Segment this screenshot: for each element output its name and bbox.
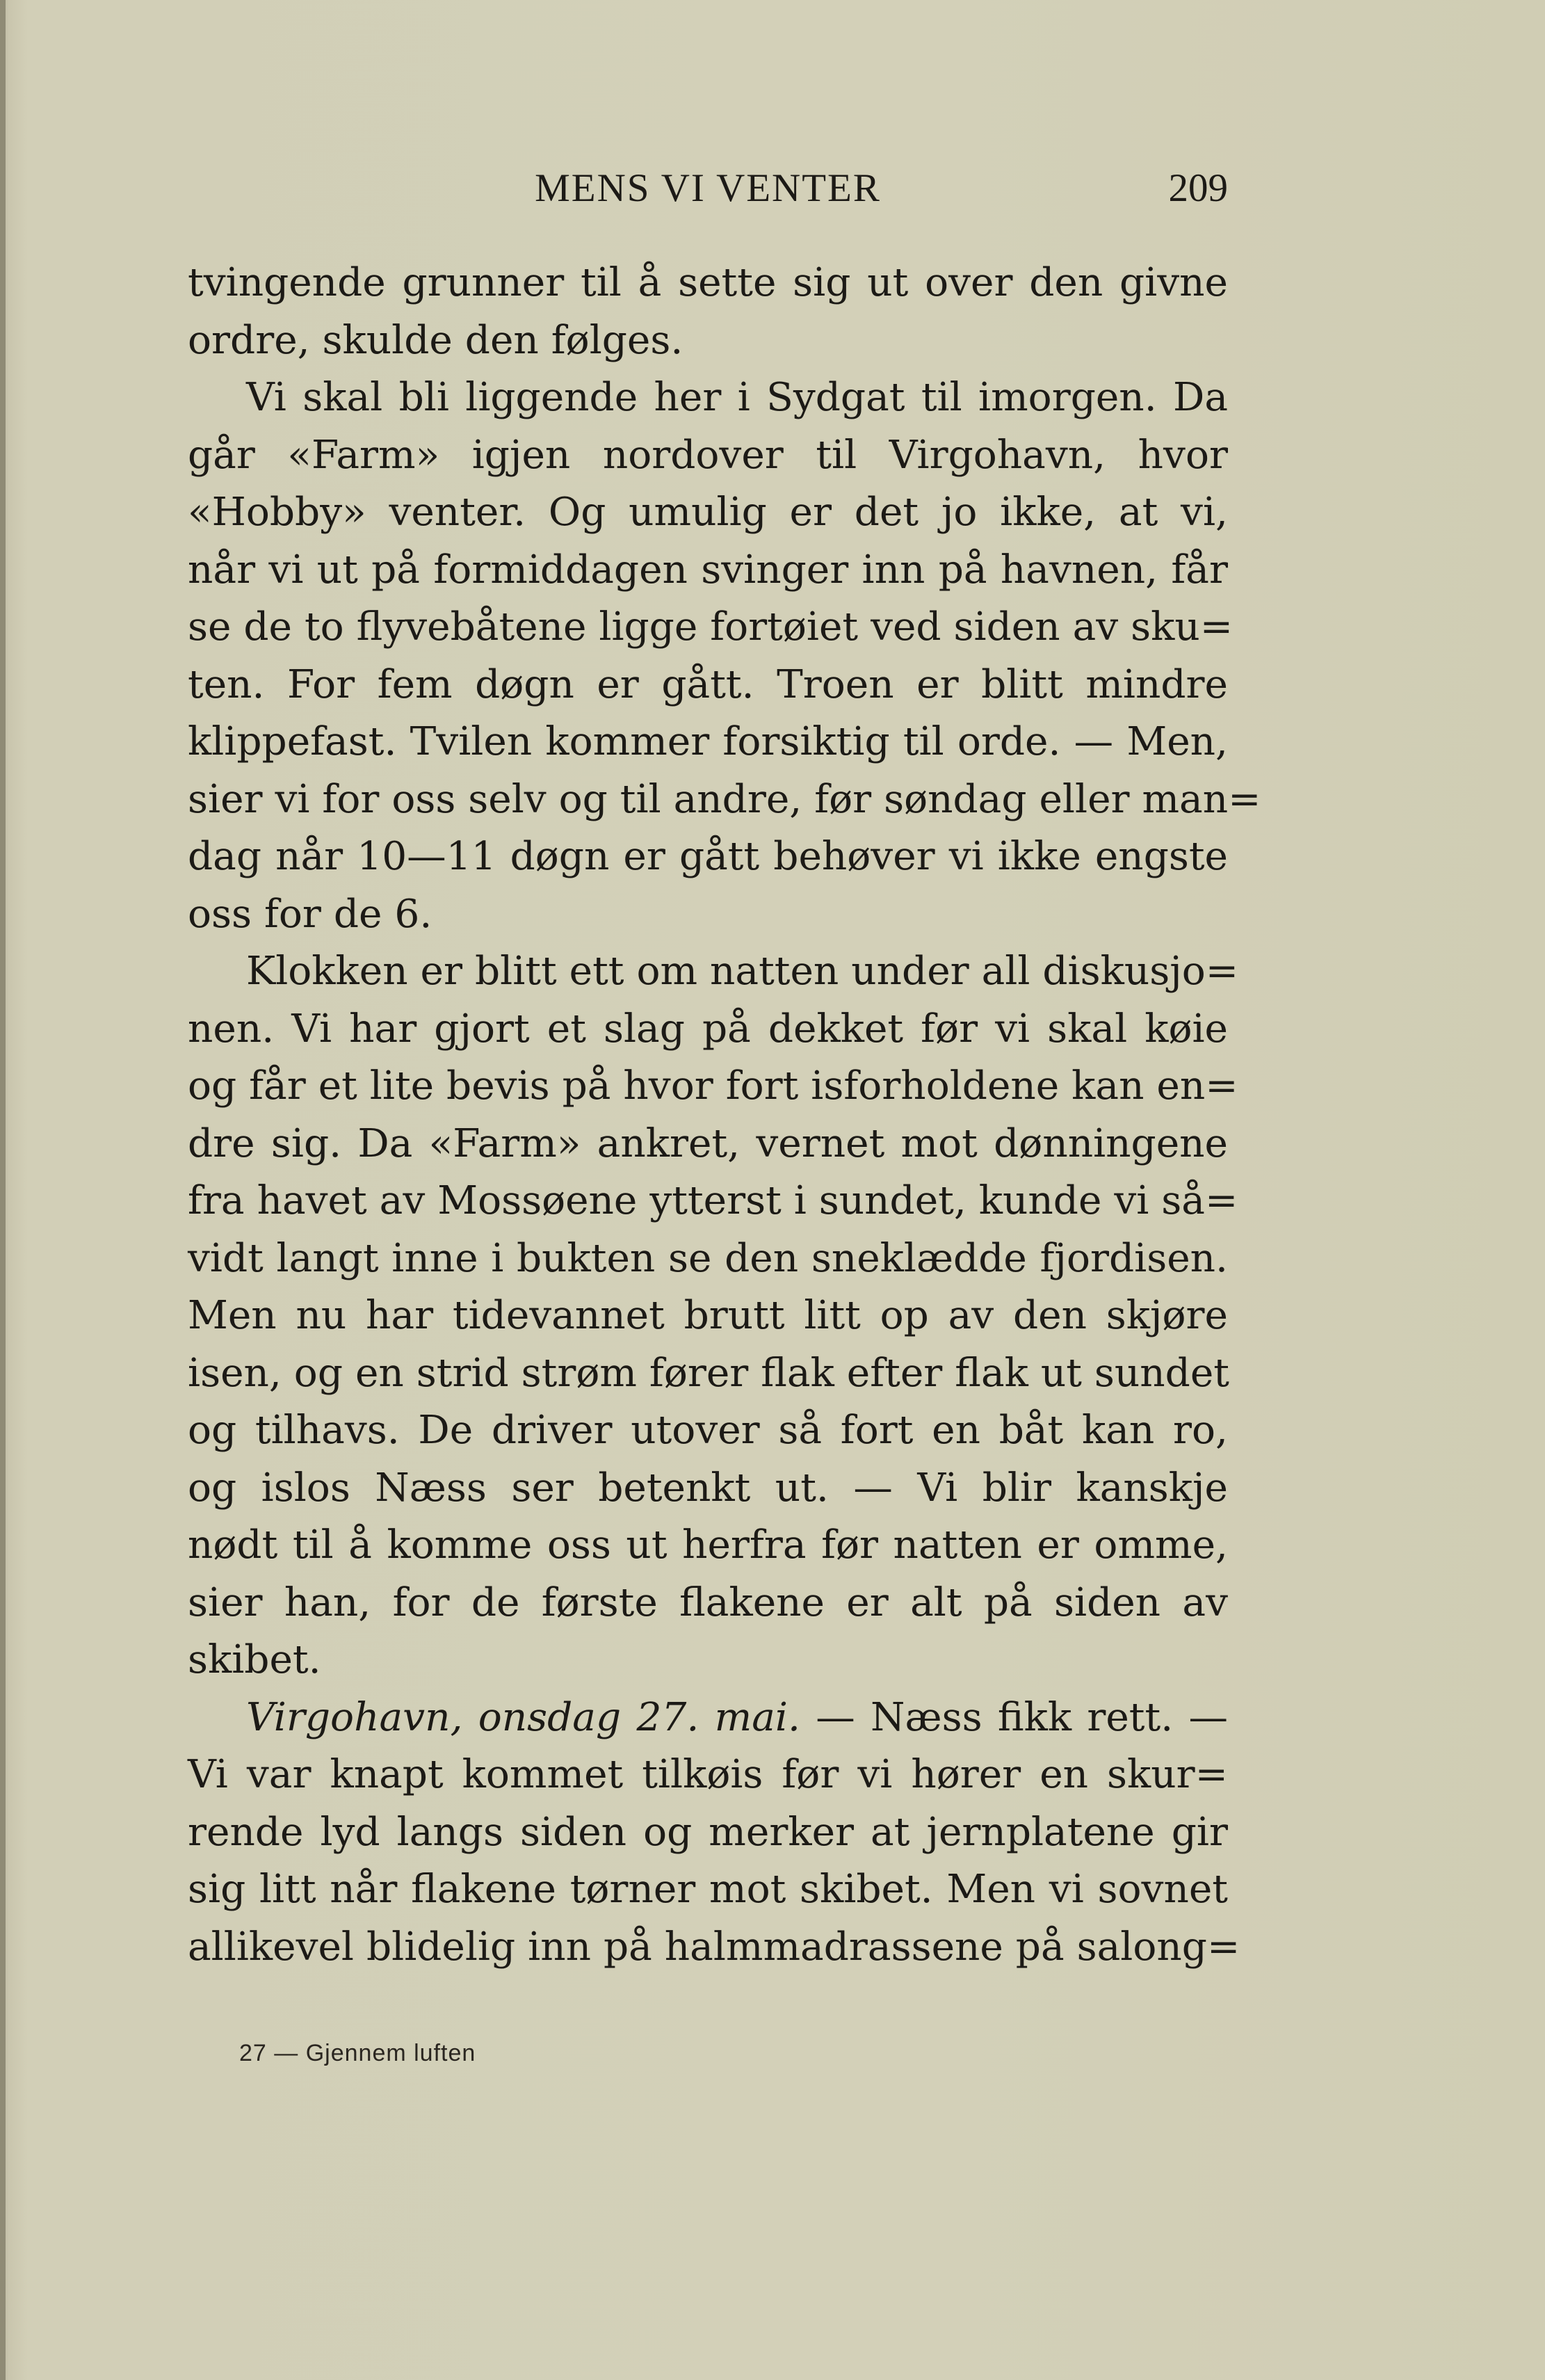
printer-signature: 27 — Gjennem luften <box>239 2040 476 2066</box>
text-line: Vi var knapt kommet tilkøis før vi hører en skur= <box>188 1752 1228 1797</box>
text-line: når vi ut på formiddagen svinger inn på havnen, får <box>188 547 1228 593</box>
text-line: Klokken er blitt ett om natten under all diskusjo= <box>246 949 1239 994</box>
page-number: 209 <box>1168 166 1228 210</box>
text-line: fra havet av Mossøene ytterst i sundet, kunde vi så= <box>188 1178 1238 1223</box>
text-line: klippefast. Tvilen kommer forsiktig til orde. — Men, <box>188 719 1228 764</box>
text-line: allikevel blidelig inn på halmmadrassene på salong= <box>188 1924 1240 1970</box>
text-line: sier vi for oss selv og til andre, før søndag eller man= <box>188 776 1261 822</box>
text-line: går «Farm» igjen nordover til Virgohavn, hvor <box>188 432 1228 478</box>
text-line: og islos Næss ser betenkt ut. — Vi blir kanskje <box>188 1465 1228 1511</box>
text-line: og tilhavs. De driver utover så fort en båt kan ro, <box>188 1408 1228 1453</box>
text-line: dre sig. Da «Farm» ankret, vernet mot dønningene <box>188 1120 1228 1166</box>
text-line: ordre, skulde den følges. <box>188 317 683 363</box>
text-line: Vi skal bli liggende her i Sydgat til imorgen. Da <box>246 375 1228 420</box>
text-line: Men nu har tidevannet brutt litt op av den skjøre <box>188 1293 1228 1338</box>
running-head <box>188 166 1228 228</box>
dateline-continuation: — Næss fikk rett. — <box>800 1694 1228 1740</box>
text-line: nødt til å komme oss ut herfra før natten er omme, <box>188 1522 1228 1568</box>
text-line: vidt langt inne i bukten se den sneklædde fjordisen. <box>188 1235 1228 1281</box>
text-line: rende lyd langs siden og merker at jernplatene gir <box>188 1809 1228 1855</box>
text-line: sig litt når flakene tørner mot skibet. Men vi sovnet <box>188 1867 1228 1912</box>
text-line: tvingende grunner til å sette sig ut over den givne <box>188 260 1228 305</box>
text-line: oss for de 6. <box>188 891 432 937</box>
text-line-dateline <box>188 1689 1228 1747</box>
text-line: dag når 10—11 døgn er gått behøver vi ikke engste <box>188 834 1228 879</box>
text-line: ten. For fem døgn er gått. Troen er blitt mindre <box>188 661 1228 707</box>
text-line: «Hobby» venter. Og umulig er det jo ikke, at vi, <box>188 490 1228 535</box>
text-line: sier han, for de første flakene er alt på siden av <box>188 1579 1228 1625</box>
text-line: nen. Vi har gjort et slag på dekket før vi skal køie <box>188 1006 1228 1052</box>
page-edge <box>0 0 6 2380</box>
running-head-title: MENS VI VENTER <box>535 166 881 210</box>
text-line: isen, og en strid strøm fører flak efter flak ut sundet <box>188 1350 1229 1396</box>
text-line: skibet. <box>188 1637 321 1682</box>
dateline: Virgohavn, onsdag 27. mai. <box>246 1694 800 1740</box>
body-text <box>188 255 1261 1976</box>
text-line: og får et lite bevis på hvor fort isforholdene kan en= <box>188 1063 1238 1109</box>
text-line: se de to flyvebåtene ligge fortøiet ved siden av sku= <box>188 604 1233 650</box>
